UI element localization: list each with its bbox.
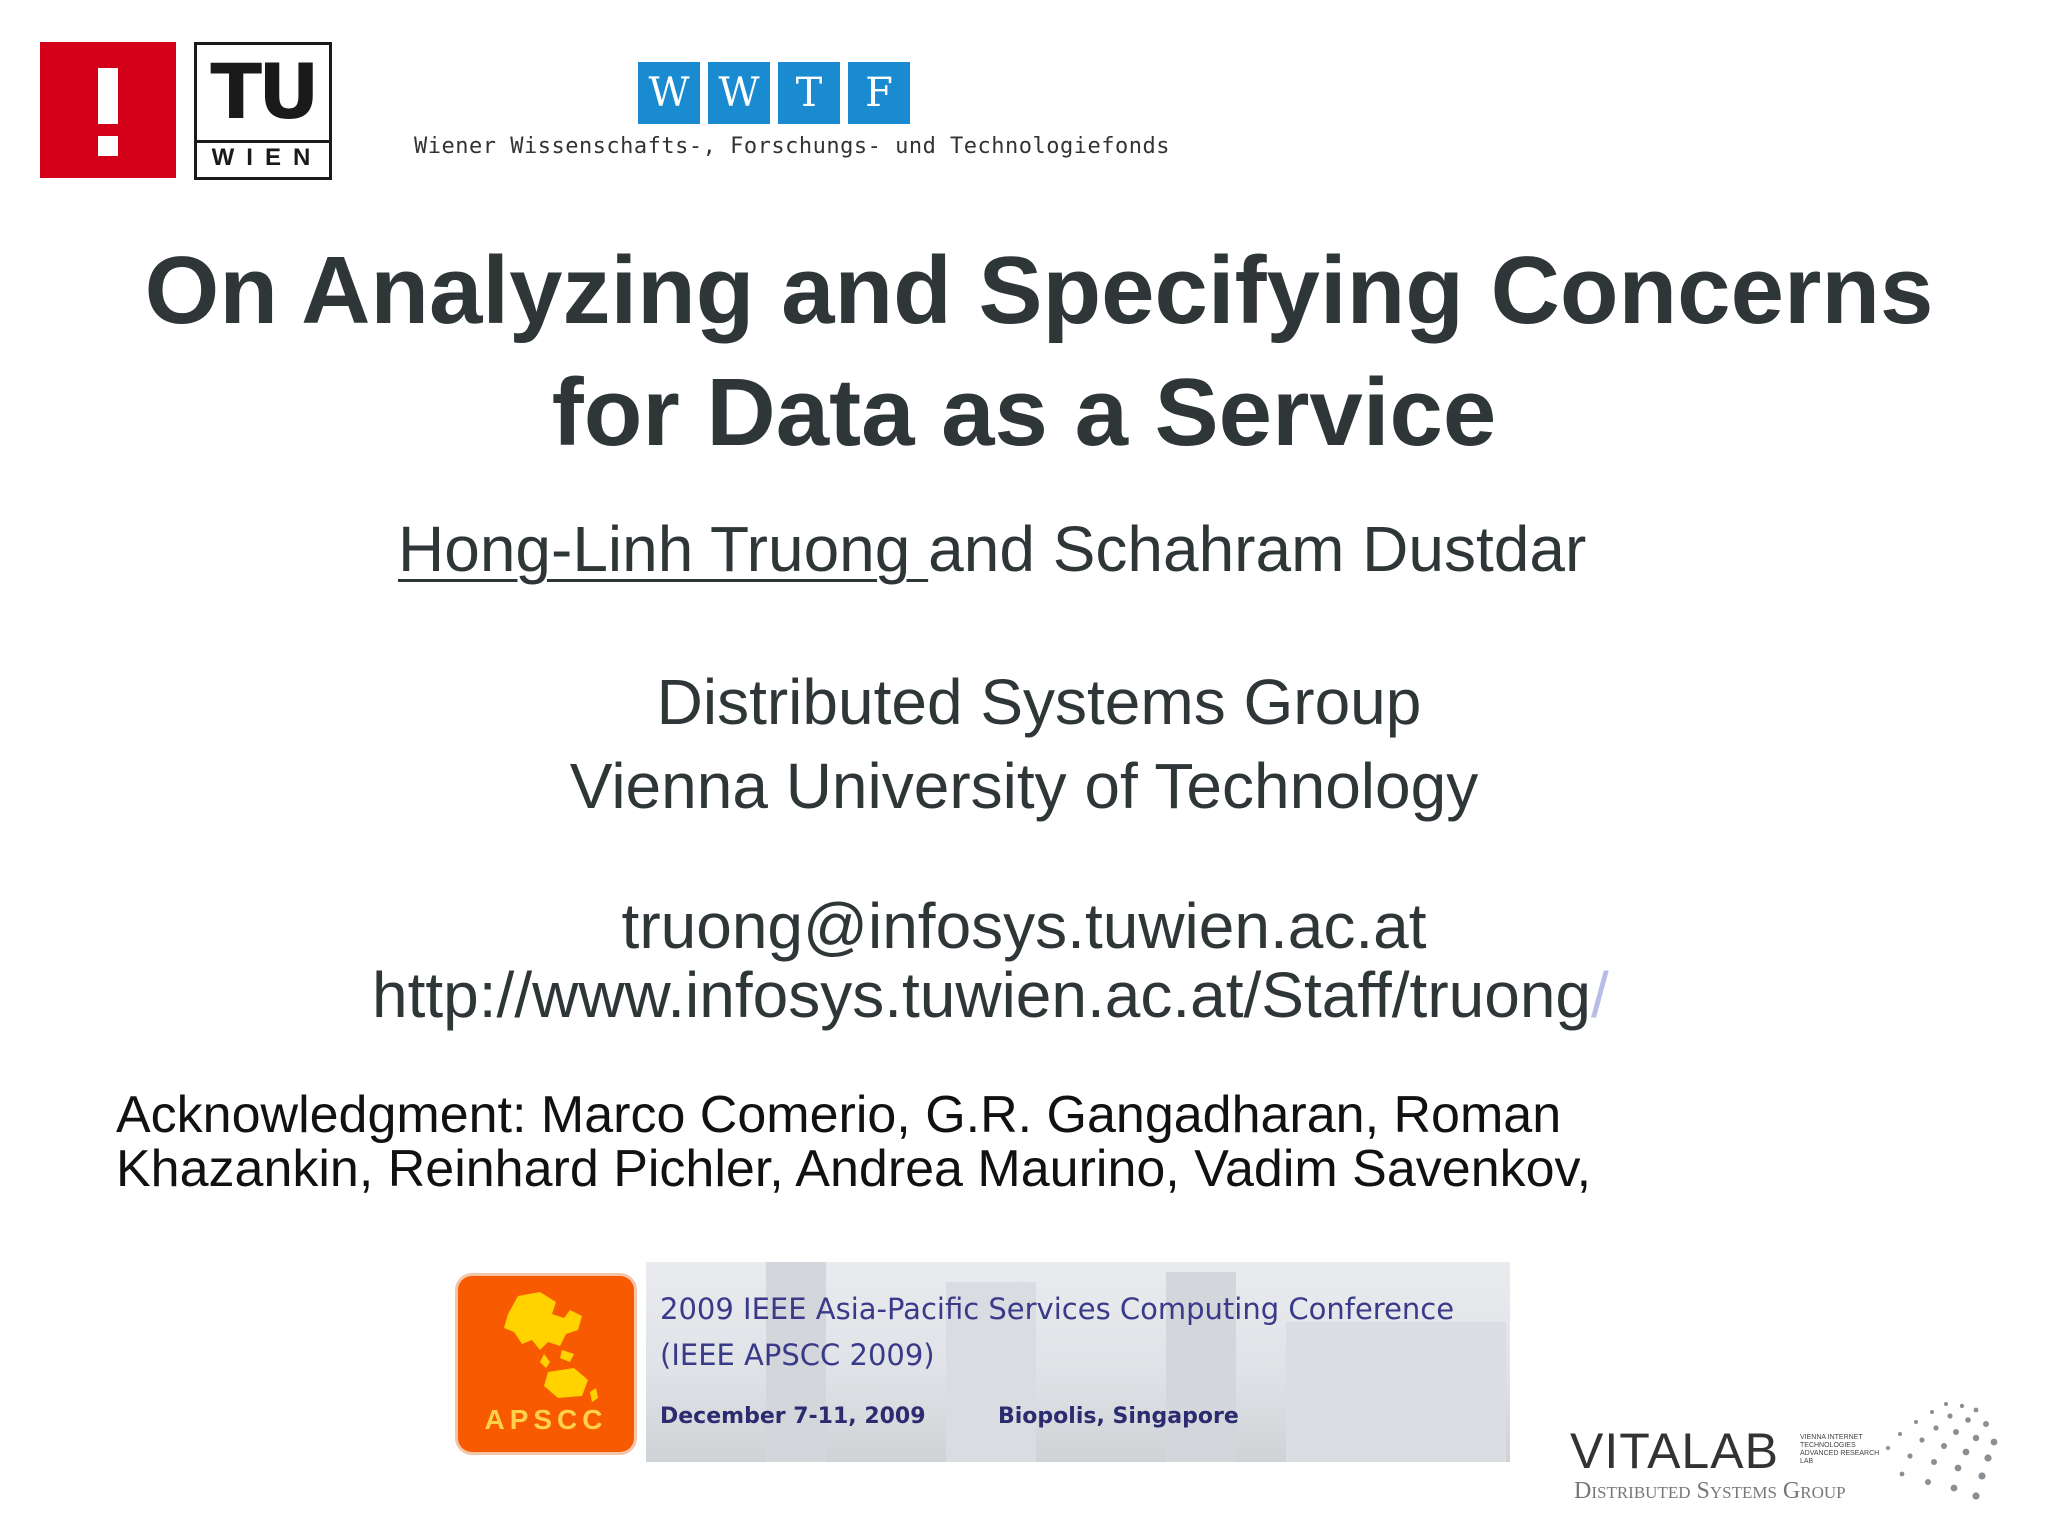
vitalab-dots-icon <box>1876 1398 2006 1502</box>
homepage-url <box>372 958 1609 1032</box>
wwtf-tile: F <box>848 62 910 124</box>
conference-banner <box>646 1262 1510 1462</box>
tu-logo-text: TU <box>210 47 316 136</box>
url-text: http://www.infosys.tuwien.ac.at/Staff/truong <box>372 959 1591 1031</box>
conference-name: 2009 IEEE Asia-Pacific Services Computing Conference <box>660 1292 1455 1326</box>
vitalab-subtitle: VIENNA INTERNET TECHNOLOGIES ADVANCED RESEARCH LAB <box>1800 1434 1880 1465</box>
acknowledgment-line-2: Khazankin, Reinhard Pichler, Andrea Maurino, Vadim Savenkov, <box>116 1140 1592 1198</box>
group-name: Distributed Systems Group <box>656 666 1422 738</box>
conference-place: Biopolis, Singapore <box>998 1404 1239 1429</box>
apscc-logo <box>458 1276 634 1452</box>
asia-pacific-map-icon <box>478 1288 614 1406</box>
email-address: truong@infosys.tuwien.ac.at <box>621 890 1427 962</box>
affiliation <box>0 660 2048 828</box>
conference-abbrev: (IEEE APSCC 2009) <box>660 1338 935 1372</box>
author-link-truong[interactable]: Hong-Linh Truong <box>398 513 929 585</box>
url-trailing-slash: / <box>1591 959 1609 1031</box>
conference-date: December 7-11, 2009 <box>660 1404 926 1429</box>
acknowledgment-line-1: Acknowledgment: Marco Comerio, G.R. Gangadharan, Roman <box>116 1086 1562 1144</box>
wwtf-tile: W <box>638 62 700 124</box>
vitalab-logo-text: VITALAB <box>1570 1423 1779 1479</box>
wwtf-tile: T <box>778 62 840 124</box>
tu-wien-logo <box>194 42 332 180</box>
acknowledgment <box>116 1088 1591 1196</box>
university-name: Vienna University of Technology <box>569 750 1479 822</box>
slide-title <box>0 230 2048 474</box>
wwtf-tile: W <box>708 62 770 124</box>
banner-building <box>1286 1322 1506 1462</box>
wwtf-logo <box>638 62 910 124</box>
apscc-logo-label: APSCC <box>484 1404 608 1435</box>
tu-logo-subtext: WIEN <box>197 140 329 173</box>
tu-wien-logo-mark <box>40 42 176 178</box>
exclamation-bar <box>98 68 118 124</box>
wwtf-name: Wiener Wissenschafts-, Forschungs- und Technologiefonds <box>414 134 1170 159</box>
authors <box>398 512 1586 586</box>
exclamation-dot <box>98 136 118 156</box>
authors-rest: and Schahram Dustdar <box>928 513 1587 585</box>
dsg-label: Distributed Systems Group <box>1574 1478 1846 1504</box>
title-line-1: On Analyzing and Specifying Concerns <box>144 237 1934 344</box>
title-line-2: for Data as a Service <box>551 359 1497 466</box>
